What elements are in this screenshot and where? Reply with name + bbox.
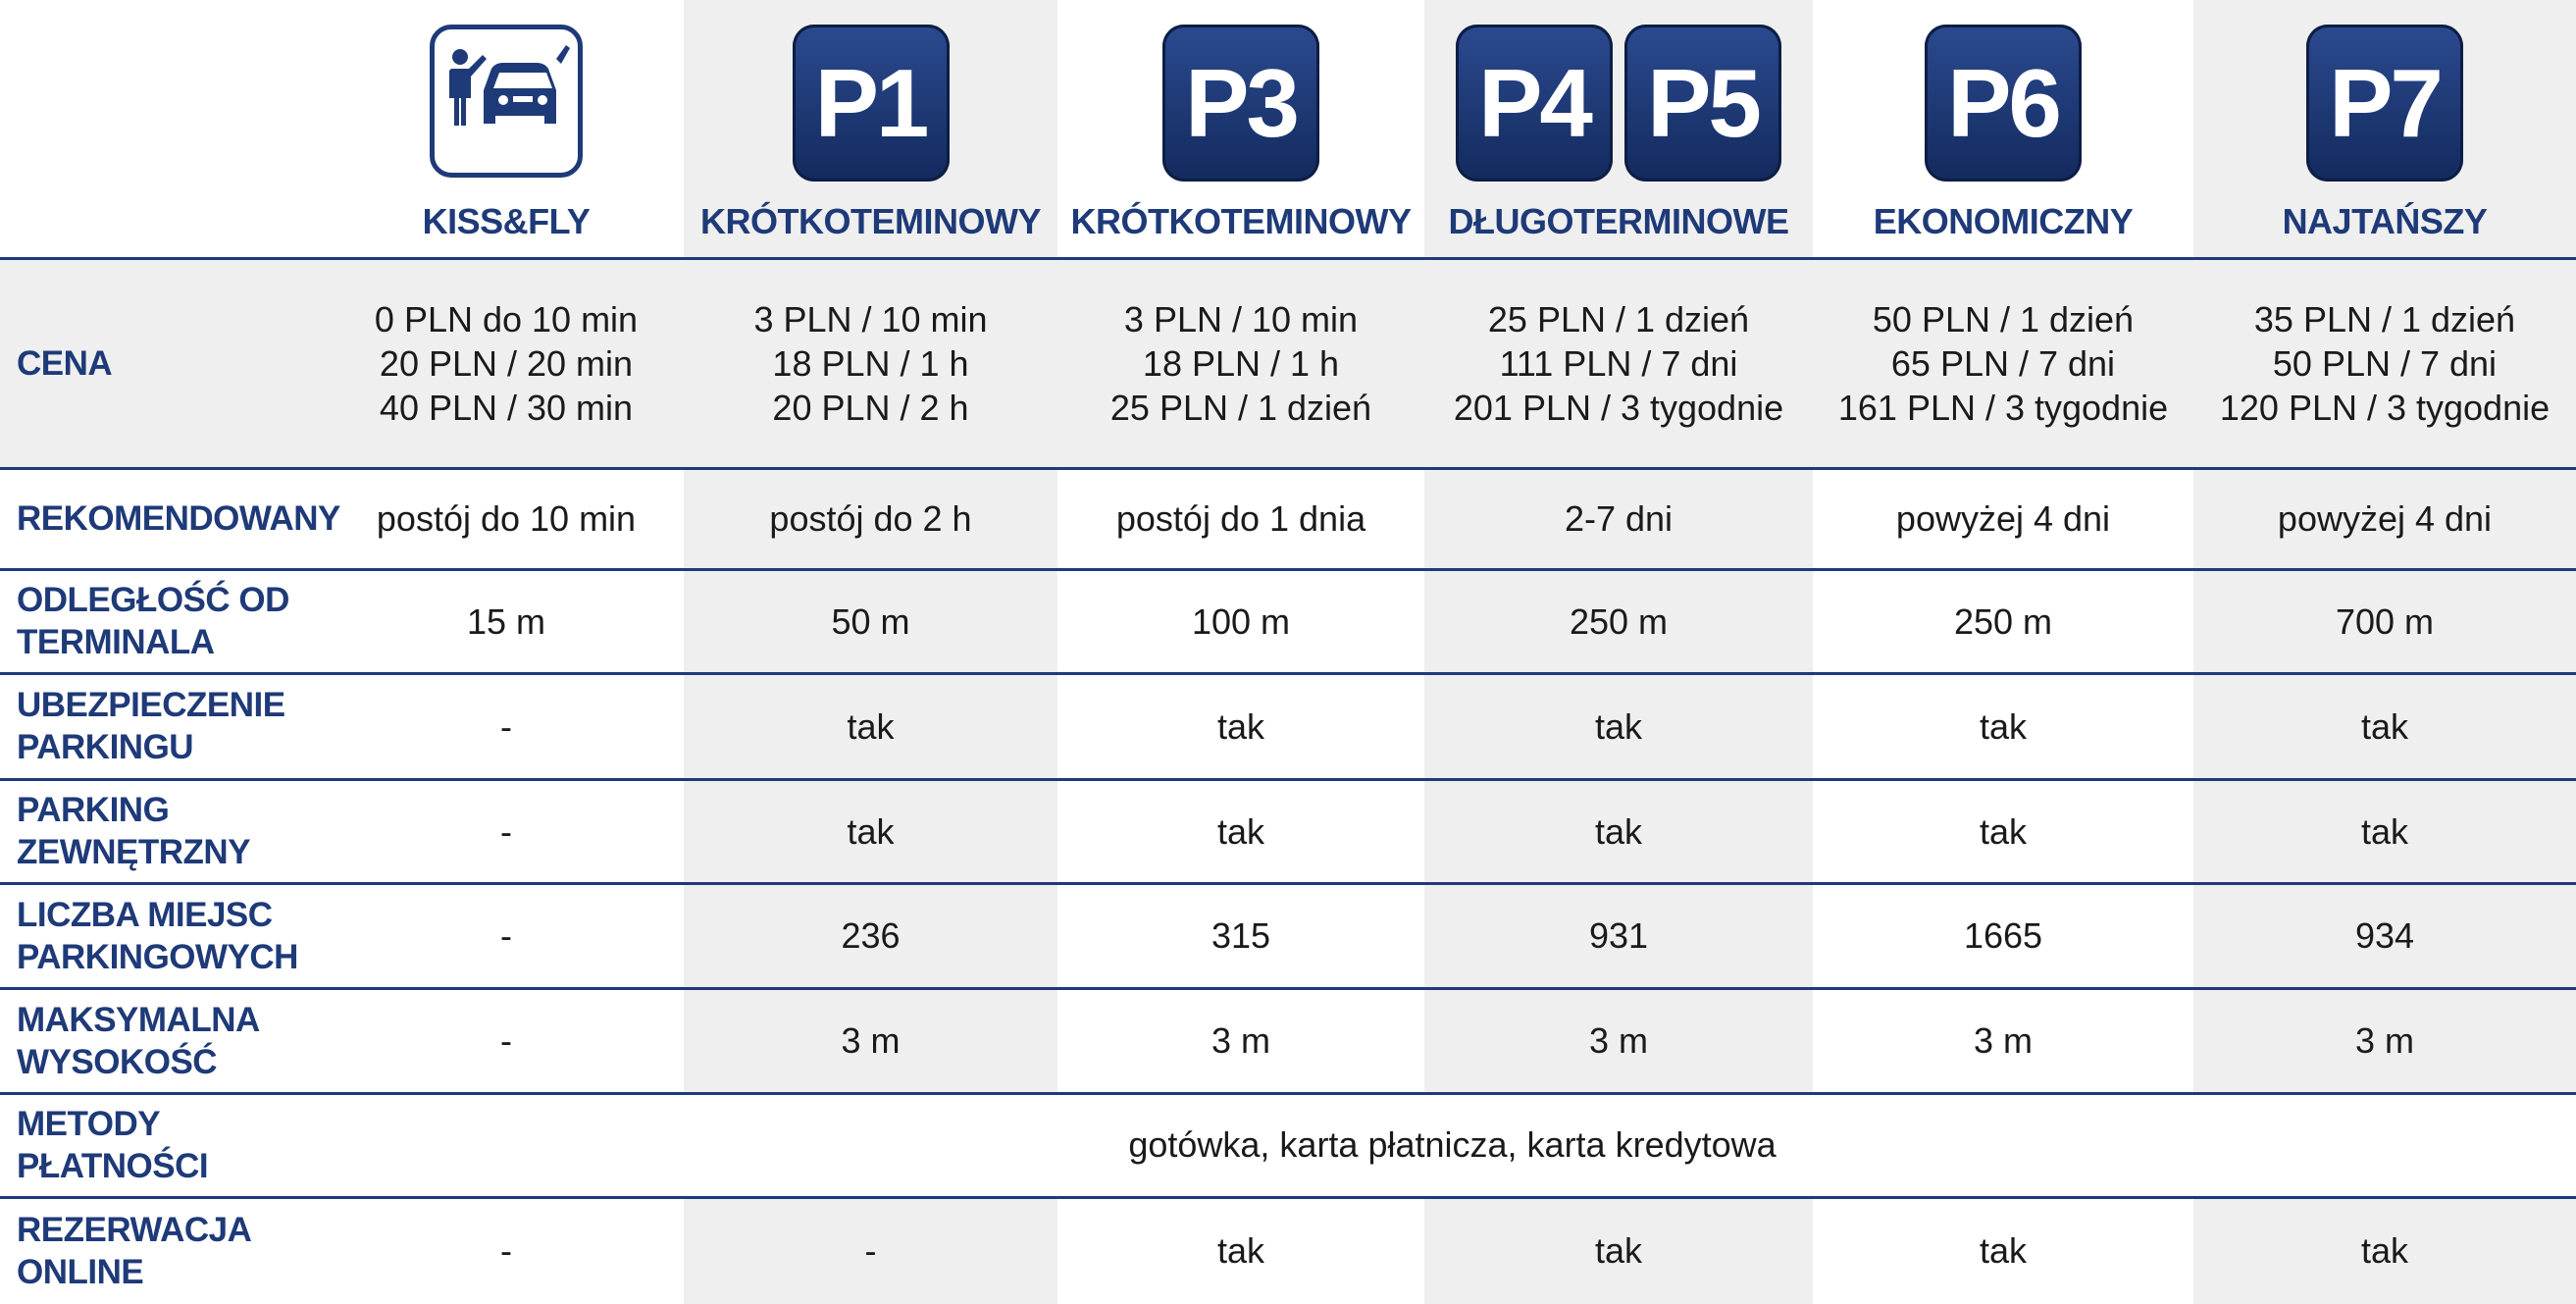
table-cell: 315	[1211, 915, 1271, 956]
price-line: 0 PLN do 10 min	[374, 298, 639, 339]
price-line: 25 PLN / 1 dzień	[1109, 387, 1372, 428]
table-cell: postój do 10 min	[376, 498, 637, 539]
price-line: 20 PLN / 20 min	[379, 342, 634, 384]
price-line: 3 PLN / 10 min	[1123, 298, 1359, 339]
table-cell: tak	[2360, 810, 2409, 852]
badge-p5: P5	[1624, 25, 1781, 182]
table-cell: tak	[1216, 810, 1265, 852]
kiss-and-fly-icon	[430, 25, 583, 178]
table-cell: postój do 1 dnia	[1115, 498, 1366, 539]
table-cell: 931	[1588, 915, 1649, 956]
table-cell: tak	[1979, 705, 2028, 747]
price-line: 50 PLN / 7 dni	[2272, 342, 2498, 384]
price-line: 161 PLN / 3 tygodnie	[1837, 387, 2169, 428]
column-title: DŁUGOTERMINOWE	[1448, 201, 1789, 241]
row-label: REKOMENDOWANY	[17, 499, 340, 538]
price-line: 35 PLN / 1 dzień	[2253, 298, 2516, 339]
table-cell	[2193, 258, 2576, 468]
table-cell: 100 m	[1191, 600, 1291, 642]
row-label: LICZBA MIEJSC PARKINGOWYCH	[17, 895, 298, 976]
table-cell: 3 m	[1973, 1020, 2033, 1061]
table-cell	[1057, 258, 1424, 468]
price-line: 25 PLN / 1 dzień	[1487, 298, 1750, 339]
table-cell: 3 m	[1588, 1020, 1648, 1061]
table-cell: 3 m	[1211, 1020, 1270, 1061]
table-cell: 250 m	[1569, 600, 1669, 642]
price-line: 201 PLN / 3 tygodnie	[1453, 387, 1784, 428]
row-label: METODY PŁATNOŚCI	[17, 1105, 209, 1185]
table-cell: powyżej 4 dni	[1895, 498, 2111, 539]
table-cell: powyżej 4 dni	[2277, 498, 2493, 539]
table-cell: 700 m	[2335, 600, 2435, 642]
table-cell: -	[500, 705, 512, 747]
table-cell: 236	[841, 915, 901, 956]
table-cell: postój do 2 h	[769, 498, 972, 539]
price-line: 3 PLN / 10 min	[753, 298, 988, 339]
badge-p1: P1	[793, 25, 950, 182]
table-cell: 3 m	[2354, 1020, 2414, 1061]
table-cell: tak	[847, 810, 895, 852]
column-title: EKONOMICZNY	[1873, 201, 2134, 241]
table-cell	[684, 258, 1057, 468]
badge-p4: P4	[1456, 25, 1613, 182]
table-cell: tak	[847, 705, 895, 747]
table-cell: -	[500, 1230, 512, 1271]
table-cell: tak	[2360, 1230, 2409, 1271]
table-cell: 15 m	[466, 600, 546, 642]
table-cell: 1665	[1963, 915, 2043, 956]
table-cell: -	[500, 1020, 512, 1061]
table-cell: 50 m	[831, 600, 910, 642]
badge-p3: P3	[1162, 25, 1319, 182]
payment-methods-value: gotówka, karta płatnicza, karta kredytowa	[1128, 1124, 1777, 1165]
table-cell: tak	[1979, 810, 2028, 852]
column-title: KRÓTKOTEMINOWY	[1070, 201, 1412, 241]
table-cell: tak	[1979, 1230, 2028, 1271]
row-label: ODLEGŁOŚĆ OD TERMINALA	[17, 581, 289, 661]
table-cell: -	[500, 915, 512, 956]
column-title: NAJTAŃSZY	[2282, 201, 2488, 241]
badge-p7: P7	[2306, 25, 2463, 182]
table-cell: tak	[1594, 1230, 1643, 1271]
table-cell: 250 m	[1953, 600, 2053, 642]
table-cell: -	[500, 810, 512, 852]
row-label: UBEZPIECZENIE PARKINGU	[17, 686, 285, 766]
table-cell: tak	[1216, 705, 1265, 747]
column-title: KRÓTKOTEMINOWY	[700, 201, 1041, 241]
row-label: PARKING ZEWNĘTRZNY	[17, 791, 251, 871]
price-line: 111 PLN / 7 dni	[1499, 342, 1738, 384]
table-cell	[1813, 258, 2193, 468]
row-label: REZERWACJA ONLINE	[17, 1210, 251, 1291]
price-line: 18 PLN / 1 h	[1142, 342, 1340, 384]
table-cell: tak	[2360, 705, 2409, 747]
price-line: 40 PLN / 30 min	[379, 387, 634, 428]
table-cell	[1424, 258, 1813, 468]
table-cell	[329, 258, 684, 468]
table-cell: tak	[1594, 705, 1643, 747]
column-title: KISS&FLY	[422, 201, 591, 241]
table-cell: -	[864, 1230, 877, 1271]
row-label: MAKSYMALNA WYSOKOŚĆ	[17, 1000, 259, 1081]
table-cell: 3 m	[841, 1020, 901, 1061]
table-cell: 934	[2354, 915, 2415, 956]
price-line: 120 PLN / 3 tygodnie	[2219, 387, 2550, 428]
row-label: CENA	[17, 343, 113, 383]
price-line: 18 PLN / 1 h	[772, 342, 969, 384]
price-line: 50 PLN / 1 dzień	[1872, 298, 2135, 339]
table-cell: tak	[1594, 810, 1643, 852]
badge-p6: P6	[1925, 25, 2082, 182]
table-cell: tak	[1216, 1230, 1265, 1271]
table-cell: 2-7 dni	[1564, 498, 1674, 539]
price-line: 20 PLN / 2 h	[772, 387, 969, 428]
price-line: 65 PLN / 7 dni	[1890, 342, 2116, 384]
